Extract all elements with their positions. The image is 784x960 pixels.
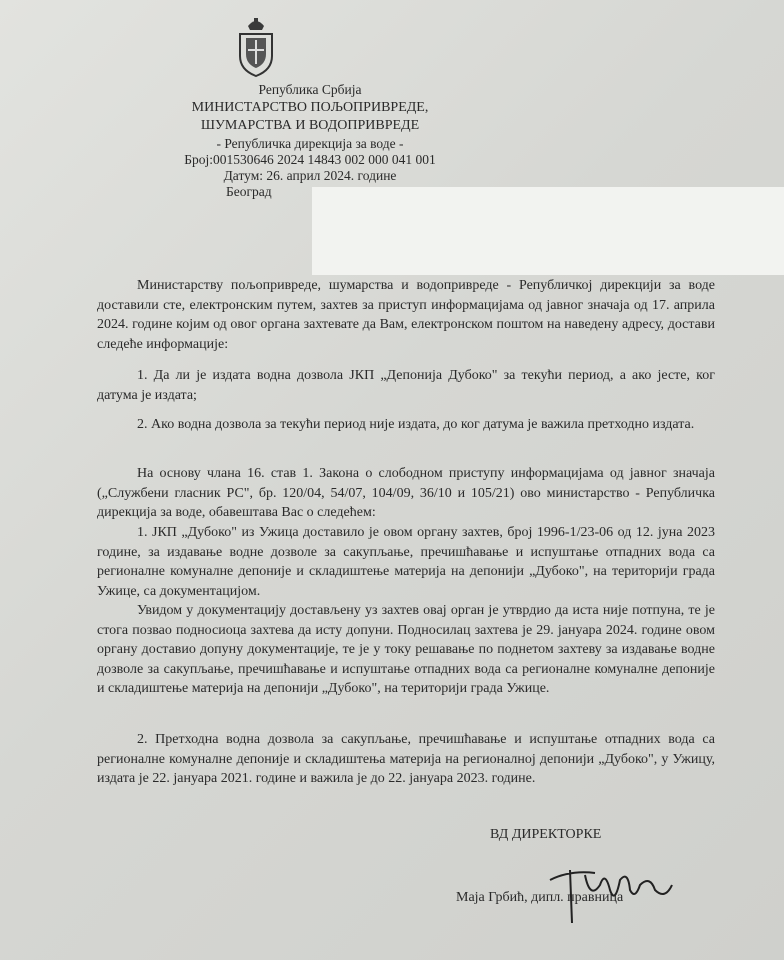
signatory-title: ВД ДИРЕКТОРКЕ <box>490 827 602 842</box>
header-country: Република Србија <box>258 82 362 97</box>
legal-basis-paragraph: На основу члана 16. став 1. Закона о слободном приступу информацијама од јавног значаја („Службени гласник РС", бр. 120/04, 54/07, 104/09, 36/10 и 105/21) ово министарство - Републичка дирекција за воде, обавештава Вас о следећем: <box>97 466 715 521</box>
question-2: 2. Ако водна дозвола за текући период није издата, до ког датума је важила претходно издата. <box>137 417 695 432</box>
serbian-coat-of-arms-icon <box>236 16 276 78</box>
intro-paragraph: Министарству пољопривреде, шумарства и водопривреде - Републичкој дирекцији за воде доставили сте, електронским путем, захтев за приступ информацијама од јавног значаја од 17. априла 2024. године којим од овог органа захтевате да Вам, електронском поштом на наведену адресу, достави следеће информације: <box>97 278 715 352</box>
header-directorate: - Републичка дирекција за воде - <box>216 136 404 151</box>
redacted-address-block <box>312 187 784 275</box>
answer-1: 1. ЈКП „Дубоко" из Ужица доставило је овом органу захтев, број 1996-1/23-06 од 12. јуна 2023 године, за издавање водне дозволе за сакупљање, пречишћавање и испуштање отпадних вода са регионалне комуналне депоније и складиштење материја на депонији „Дубоко", на територији града Ужице, са документацијом. <box>97 525 715 599</box>
header-ministry-line2: ШУМАРСТВА И ВОДОПРИВРЕДЕ <box>200 118 420 133</box>
header-city: Београд <box>226 184 272 199</box>
signatory-name: Маја Грбић, дипл. правница <box>456 890 624 905</box>
header-ministry-line1: МИНИСТАРСТВО ПОЉОПРИВРЕДЕ, <box>191 100 429 115</box>
answer-2: 2. Претходна водна дозвола за сакупљање, пречишћавање и испуштање отпадних вода са регионалне комуналне депоније и складиштења материја на регионалној депонији „Дубоко", у Ужицу, издата је 22. јануара 2021. године и важила је до 22. јануара 2023. године. <box>97 732 715 787</box>
answer-1-continued: Увидом у документацију достављену уз захтев овај орган је утврдио да иста није потпуна, те је стога позвао подносиоца захтева да исту допуни. Подносилац захтева је 29. јануара 2024. године овом органу доставио допуну документације, те је у току решавање по поднетом захтеву за издавање водне дозволе за сакупљање, пречишћавање и испуштање отпадних вода са регионалне комуналне депоније и складиштење материја на депонији „Дубоко", на територији града Ужице. <box>97 603 715 697</box>
header-date: Датум: 26. април 2024. године <box>223 168 397 183</box>
question-1: 1. Да ли је издата водна дозвола ЈКП „Депонија Дубоко" за текући период, а ако јесте, ког датума је издата; <box>97 368 715 403</box>
handwritten-signature <box>540 855 680 925</box>
header-document-number: Број:001530646 2024 14843 002 000 041 001 <box>184 152 436 167</box>
